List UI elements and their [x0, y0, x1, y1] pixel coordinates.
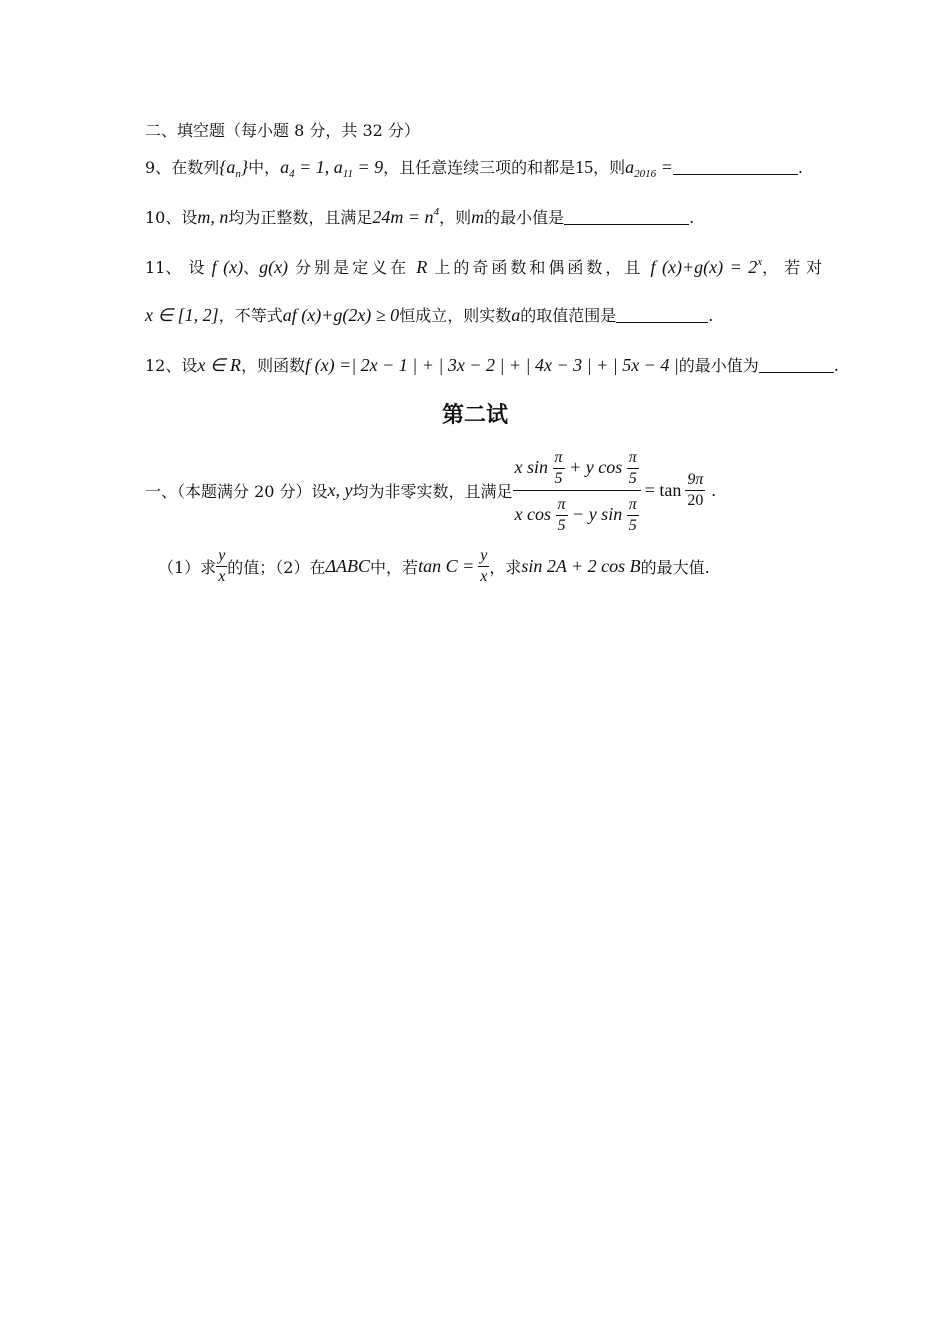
p1-text-2: 均为非零实数，且满足 — [352, 481, 513, 501]
problem-1 — [145, 444, 716, 536]
q10-answer-blank — [564, 210, 689, 225]
q9-text-3: ，且任意连续三项的和都是 — [383, 158, 576, 177]
q9-text-1: 在数列 — [171, 158, 220, 177]
question-12 — [145, 353, 839, 376]
pi-over-5: $\frac{\pi}{5}$ — [628, 495, 637, 534]
q10-text-3: ，则 — [439, 208, 472, 227]
part-title: 第二试 — [441, 403, 508, 428]
p1-denominator: x cos $\frac{\pi}{5}$ − y sin $\frac{\pi}{5}$ — [514, 495, 637, 534]
q10-number: 10、 — [145, 208, 182, 227]
p1-vars: x, y — [327, 479, 353, 500]
q9-target: $a_{2016}$ = — [625, 157, 673, 180]
q12-text-2: ，则函数 — [241, 356, 306, 375]
p1-numerator: x sin $\frac{\pi}{5}$ + y cos $\frac{\pi}{5}$ — [513, 444, 641, 491]
p1s-text-3: 中，若 — [370, 557, 419, 577]
q11-text-5: ，不等式 — [218, 306, 283, 325]
problem-1-subquestions — [158, 543, 710, 589]
q12-answer-blank — [759, 358, 834, 373]
q11-answer-blank — [616, 308, 708, 323]
q9-answer-blank — [673, 160, 798, 175]
p1-rhs-fraction: $\frac{9\pi}{20}$ — [687, 470, 704, 509]
pi-over-5: $\frac{\pi}{5}$ — [628, 448, 637, 487]
q9-condition: $a_4 = 1$, $a_{11} = 9$ — [280, 157, 384, 180]
y-over-x: $\frac{y}{x}$ — [480, 546, 488, 585]
q10-text-4: 的最小值是 — [484, 208, 565, 227]
q10-text-2: 均为正整数，且满足 — [228, 208, 373, 227]
q9-number: 9、 — [145, 158, 172, 177]
q11-inequality: af (x)+g(2x) ≥ 0 — [282, 305, 400, 325]
q11-text-1: 设 — [188, 258, 205, 277]
q10-text-1: 设 — [181, 208, 198, 227]
q11-text-2: 分别是定义在 — [295, 258, 410, 277]
p1s-tanC: tan C = — [418, 555, 475, 576]
q11-text-4: ，若对 — [762, 258, 829, 277]
y-over-x: $\frac{y}{x}$ — [218, 546, 226, 585]
q12-function: f (x) =| 2x − 1 | + | 3x − 2 | + | 4x − 3 | + | 5x − 4 | — [305, 355, 679, 375]
q11-a: a — [511, 305, 521, 325]
pi-over-5: $\frac{\pi}{5}$ — [554, 448, 563, 487]
q12-text-3: 的最小值为 — [678, 356, 759, 375]
q12-number: 12、 — [145, 356, 182, 375]
q11-domain: x ∈ [1, 2] — [145, 305, 219, 325]
q11-number: 11、 — [145, 258, 182, 277]
q10-equation: $24m = n^4$ — [372, 206, 440, 227]
q9-end: . — [797, 158, 803, 177]
q11-text-6: 恒成立，则实数 — [399, 306, 512, 325]
q10-end: . — [689, 208, 695, 227]
p1-rhs: = tan — [644, 479, 682, 500]
p1s-triangle: ΔABC — [325, 555, 371, 576]
p1s-text-2: 的值；（2）在 — [227, 557, 326, 577]
q12-condition: x ∈ R — [197, 355, 242, 375]
pi-over-5: $\frac{\pi}{5}$ — [557, 495, 566, 534]
q11-g: g(x) — [259, 257, 289, 277]
question-11-continued — [145, 303, 713, 326]
p1s-expression: sin 2A + 2 cos B — [521, 555, 641, 576]
q10-vars: m, n — [197, 207, 229, 227]
p1s-text-5: 的最大值. — [640, 557, 710, 577]
q9-sequence: $\{a_n\}$ — [219, 157, 249, 180]
section-header: 二、填空题（每小题 8 分，共 32 分） — [145, 121, 420, 140]
q11-sep: 、 — [243, 258, 260, 277]
question-11 — [145, 255, 828, 278]
p1-end: . — [711, 479, 716, 500]
question-10 — [145, 205, 694, 228]
q11-text-7: 的取值范围是 — [520, 306, 617, 325]
q11-equation: f $(x)+g(x) = 2^x$ — [650, 256, 763, 277]
p1-text-1: 一、（本题满分 20 分）设 — [145, 481, 328, 501]
q12-end: . — [833, 356, 839, 375]
q11-text-3: 上的奇函数和偶函数，且 — [434, 258, 644, 277]
question-9 — [145, 155, 803, 180]
p1-main-fraction — [513, 444, 641, 537]
q11-end: . — [708, 306, 714, 325]
q9-text-2: 中， — [248, 158, 281, 177]
q11-R: R — [416, 257, 428, 277]
p1s-text-4: ，求 — [489, 557, 522, 577]
q12-text-1: 设 — [181, 356, 198, 375]
p1s-text-1: （1）求 — [158, 557, 217, 577]
q9-sum: 15 — [575, 157, 594, 177]
q11-f: f (x) — [211, 257, 244, 277]
q9-text-4: ，则 — [593, 158, 626, 177]
q10-var: m — [471, 207, 485, 227]
